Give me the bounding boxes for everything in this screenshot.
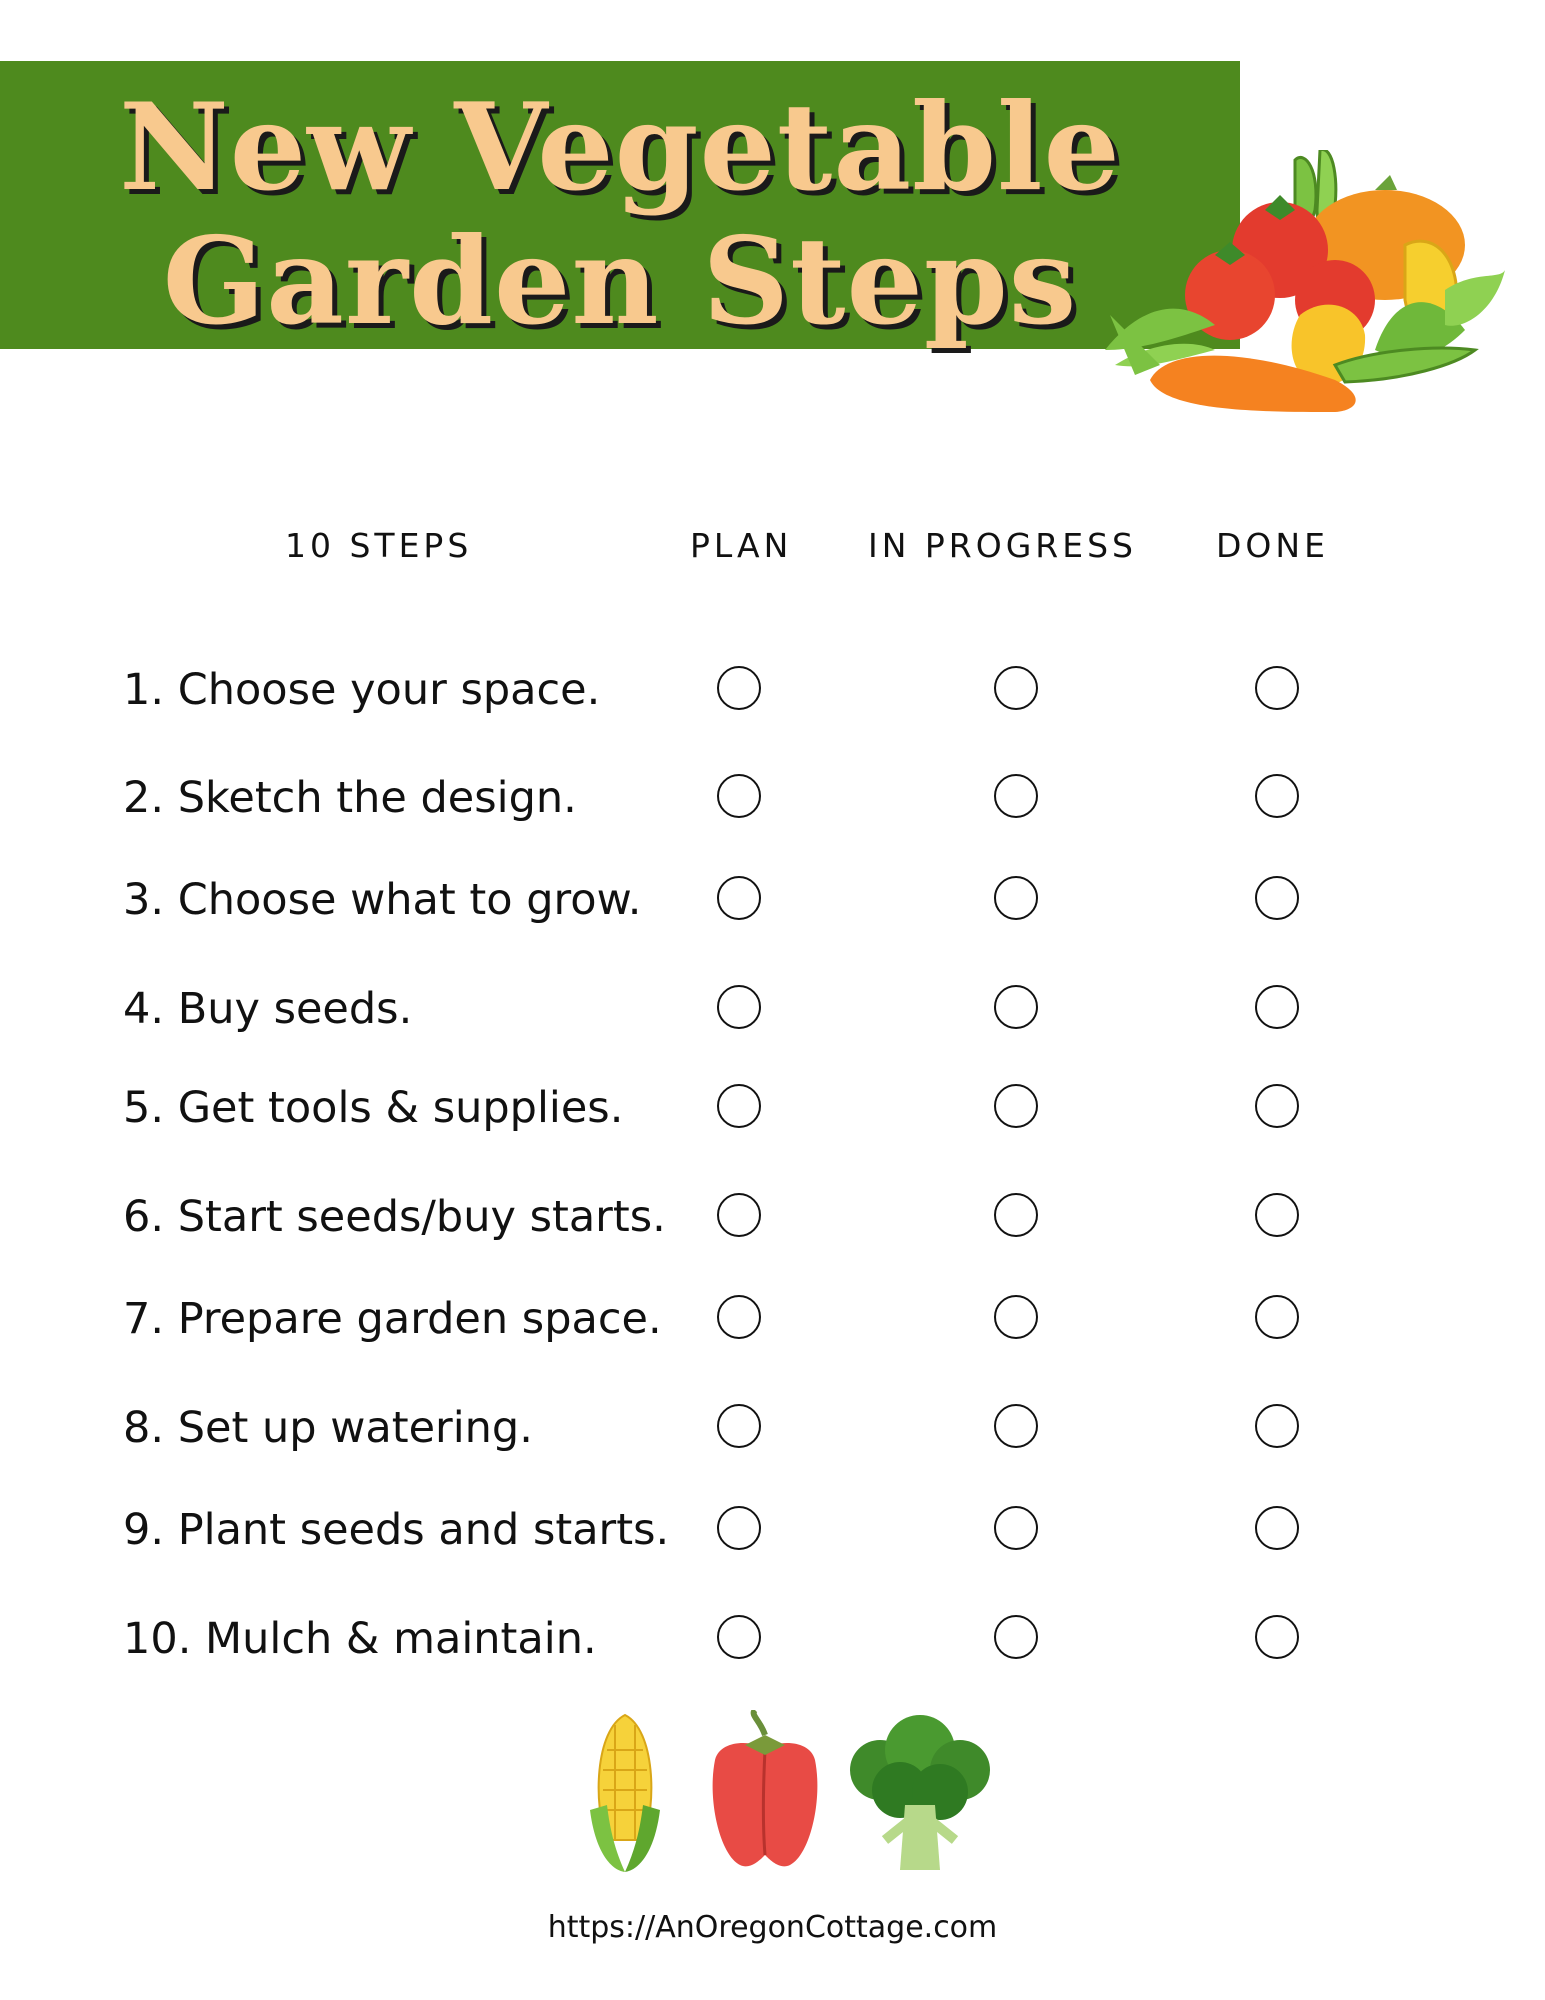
step-row	[0, 768, 1545, 828]
step-label: 4. Buy seeds.	[123, 984, 413, 1034]
corn-icon	[585, 1710, 665, 1875]
step-row	[0, 979, 1545, 1039]
step-row	[0, 1187, 1545, 1247]
step-row	[0, 1609, 1545, 1669]
in-progress-checkbox[interactable]	[994, 1193, 1038, 1237]
step-row	[0, 870, 1545, 930]
step-label: 7. Prepare garden space.	[123, 1294, 662, 1344]
in-progress-checkbox[interactable]	[994, 1404, 1038, 1448]
step-row	[0, 1078, 1545, 1138]
done-checkbox[interactable]	[1255, 985, 1299, 1029]
broccoli-icon	[840, 1710, 1000, 1875]
in-progress-checkbox[interactable]	[994, 1506, 1038, 1550]
plan-checkbox[interactable]	[717, 1615, 761, 1659]
plan-checkbox[interactable]	[717, 1506, 761, 1550]
plan-checkbox[interactable]	[717, 1084, 761, 1128]
step-label: 6. Start seeds/buy starts.	[123, 1192, 666, 1242]
step-label: 9. Plant seeds and starts.	[123, 1505, 670, 1555]
in-progress-checkbox[interactable]	[994, 1615, 1038, 1659]
step-label: 5. Get tools & supplies.	[123, 1083, 624, 1133]
done-checkbox[interactable]	[1255, 1084, 1299, 1128]
page-title-line-1: New Vegetable	[119, 77, 1121, 218]
step-label: 10. Mulch & maintain.	[123, 1614, 597, 1664]
done-checkbox[interactable]	[1255, 1506, 1299, 1550]
done-checkbox[interactable]	[1255, 1295, 1299, 1339]
step-row	[0, 1289, 1545, 1349]
vegetable-basket-icon	[1105, 150, 1505, 430]
steps-column-header: 10 STEPS	[285, 526, 473, 565]
done-checkbox[interactable]	[1255, 876, 1299, 920]
done-checkbox[interactable]	[1255, 1615, 1299, 1659]
step-label: 3. Choose what to grow.	[123, 875, 642, 925]
done-checkbox[interactable]	[1255, 1193, 1299, 1237]
in-progress-checkbox[interactable]	[994, 985, 1038, 1029]
bell-pepper-icon	[705, 1710, 825, 1875]
page-title-line-2: Garden Steps	[162, 211, 1078, 352]
plan-checkbox[interactable]	[717, 774, 761, 818]
step-row	[0, 660, 1545, 720]
plan-column-header: PLAN	[690, 526, 793, 565]
done-column-header: DONE	[1216, 526, 1329, 565]
step-label: 2. Sketch the design.	[123, 773, 577, 823]
footer-url[interactable]: https://AnOregonCottage.com	[547, 1910, 998, 1945]
done-checkbox[interactable]	[1255, 774, 1299, 818]
plan-checkbox[interactable]	[717, 876, 761, 920]
plan-checkbox[interactable]	[717, 985, 761, 1029]
in-progress-checkbox[interactable]	[994, 1084, 1038, 1128]
step-label: 1. Choose your space.	[123, 665, 601, 715]
in-progress-checkbox[interactable]	[994, 666, 1038, 710]
plan-checkbox[interactable]	[717, 1295, 761, 1339]
step-label: 8. Set up watering.	[123, 1403, 533, 1453]
in-progress-checkbox[interactable]	[994, 1295, 1038, 1339]
done-checkbox[interactable]	[1255, 666, 1299, 710]
plan-checkbox[interactable]	[717, 666, 761, 710]
plan-checkbox[interactable]	[717, 1193, 761, 1237]
done-checkbox[interactable]	[1255, 1404, 1299, 1448]
step-row	[0, 1500, 1545, 1560]
in-progress-column-header: IN PROGRESS	[868, 526, 1137, 565]
plan-checkbox[interactable]	[717, 1404, 761, 1448]
step-row	[0, 1398, 1545, 1458]
in-progress-checkbox[interactable]	[994, 774, 1038, 818]
in-progress-checkbox[interactable]	[994, 876, 1038, 920]
